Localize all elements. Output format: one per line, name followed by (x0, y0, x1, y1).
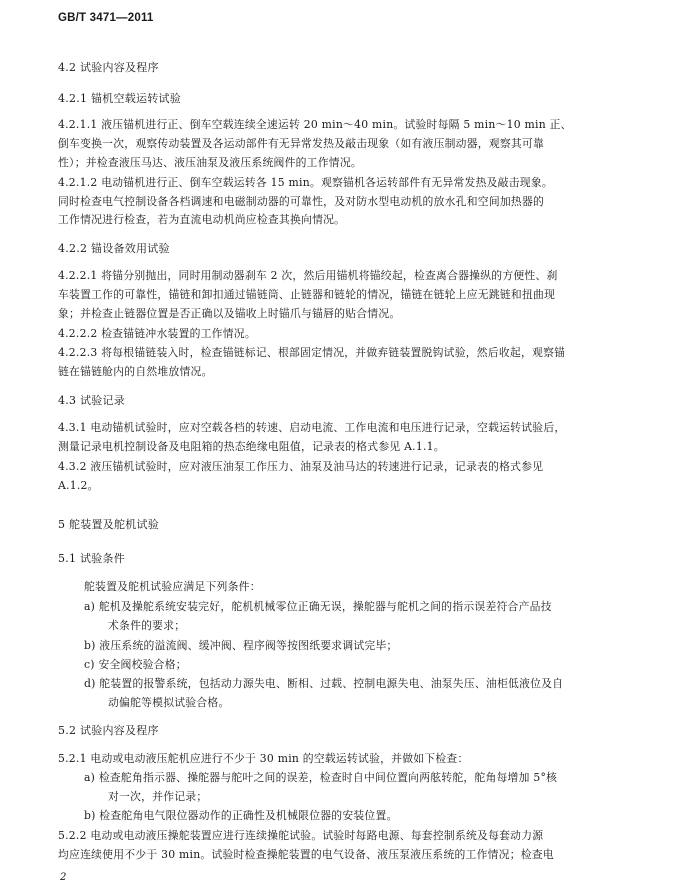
list-item-a: a) 舵机及操舵系统安装完好，舵机机械零位正确无误，操舵器与舵机之间的指示误差符合产品技 (84, 600, 552, 613)
paragraph-line: 均应连续使用不少于 30 min。试验时检查操舵装置的电气设备、液压泵液压系统的工作情况；检查电 (58, 848, 554, 861)
section-heading-4-2: 4.2 试验内容及程序 (58, 61, 159, 74)
paragraph-line: 4.2.2.2 检查锚链冲水装置的工作情况。 (58, 327, 256, 340)
standard-number: GB/T 3471—2011 (58, 12, 154, 24)
paragraph-line: 测量记录电机控制设备及电阻箱的热态绝缘电阻值，记录表的格式参见 A.1.1。 (58, 440, 445, 453)
paragraph-line: 同时检查电气控制设备各档调速和电磁制动器的可靠性，及对防水型电动机的放水孔和空间加热器的 (58, 195, 545, 208)
paragraph-line: 倒车变换一次，观察传动装置及各运动部件有无异常发热及敲击现象（如有液压制动器，观察其可靠 (58, 137, 545, 150)
paragraph-line: 车装置工作的可靠性，锚链和卸扣通过锚链筒、止链器和链轮的情况，锚链在链轮上应无跳链和扭曲现 (58, 288, 556, 301)
paragraph-line: 链在锚链舱内的自然堆放情况。 (58, 365, 213, 378)
list-item-d: d) 舵装置的报警系统，包括动力源失电、断相、过载、控制电源失电、油泵失压、油柜低液位及自 (84, 677, 564, 690)
list-item-continuation: 动偏舵等模拟试验合格。 (108, 696, 230, 709)
section-heading-4-3: 4.3 试验记录 (58, 394, 125, 407)
list-item-continuation: 术条件的要求； (108, 619, 186, 632)
paragraph-line: 象；并检查止链器位置是否正确以及锚收上时锚爪与锚唇的贴合情况。 (58, 307, 401, 320)
paragraph-line: 5.2.2 电动或电动液压操舵装置应进行连续操舵试验。试验时每路电源、每套控制系统及每套动力源 (58, 829, 544, 842)
list-item-a: a) 检查舵角指示器、操舵器与舵叶之间的误差，检查时自中间位置向两舷转舵，舵角每增加 5°核 (84, 771, 558, 784)
list-item-continuation: 对一次，并作记录； (108, 790, 208, 803)
page-number: 2 (60, 872, 67, 883)
section-heading-5-2: 5.2 试验内容及程序 (58, 724, 159, 737)
list-item-c: c) 安全阀校验合格； (84, 658, 187, 671)
chapter-heading-5: 5 舵装置及舵机试验 (58, 518, 159, 531)
paragraph-line: 舵装置及舵机试验应满足下列条件： (84, 580, 261, 593)
paragraph-line: 4.2.1.1 液压锚机进行正、倒车空载连续全速运转 20 min～40 min。试验时每隔 5 min～10 min 正、 (58, 118, 572, 131)
paragraph-line: 4.2.2.3 将每根锚链装入时，检查锚链标记、根部固定情况，并做弃链装置脱钩试验，然后收起，观察锚 (58, 346, 566, 359)
paragraph-line: 4.2.2.1 将锚分别抛出，同时用制动器刹车 2 次，然后用锚机将锚绞起，检查离合器操纵的方便性、刹 (58, 269, 558, 282)
list-item-b: b) 液压系统的溢流阀、缓冲阀、程序阀等按图纸要求调试完毕； (84, 639, 398, 652)
section-heading-5-1: 5.1 试验条件 (58, 552, 125, 565)
list-item-b: b) 检查舵角电气限位器动作的正确性及机械限位器的安装位置。 (84, 809, 398, 822)
paragraph-line: 4.3.1 电动锚机试验时，应对空载各档的转速、启动电流、工作电流和电压进行记录，空载运转试验后， (58, 421, 566, 434)
paragraph-line: 5.2.1 电动或电动液压舵机应进行不少于 30 min 的空载运转试验，并做如下检查： (58, 752, 469, 765)
paragraph-line: 4.3.2 液压锚机试验时，应对液压油泵工作压力、油泵及油马达的转速进行记录，记录表的格式参见 (58, 460, 544, 473)
paragraph-line: 工作情况进行检查，若为直流电动机尚应检查其换向情况。 (58, 213, 346, 226)
section-heading-4-2-2: 4.2.2 锚设备效用试验 (58, 242, 170, 255)
section-heading-4-2-1: 4.2.1 锚机空载运转试验 (58, 92, 181, 105)
paragraph-line: 性）；并检查液压马达、液压油泵及液压系统阀件的工作情况。 (58, 156, 362, 169)
paragraph-line: A.1.2。 (58, 479, 99, 492)
paragraph-line: 4.2.1.2 电动锚机进行正、倒车空载运转各 15 min。观察锚机各运转部件有无异常发热及敲击现象。 (58, 176, 553, 189)
